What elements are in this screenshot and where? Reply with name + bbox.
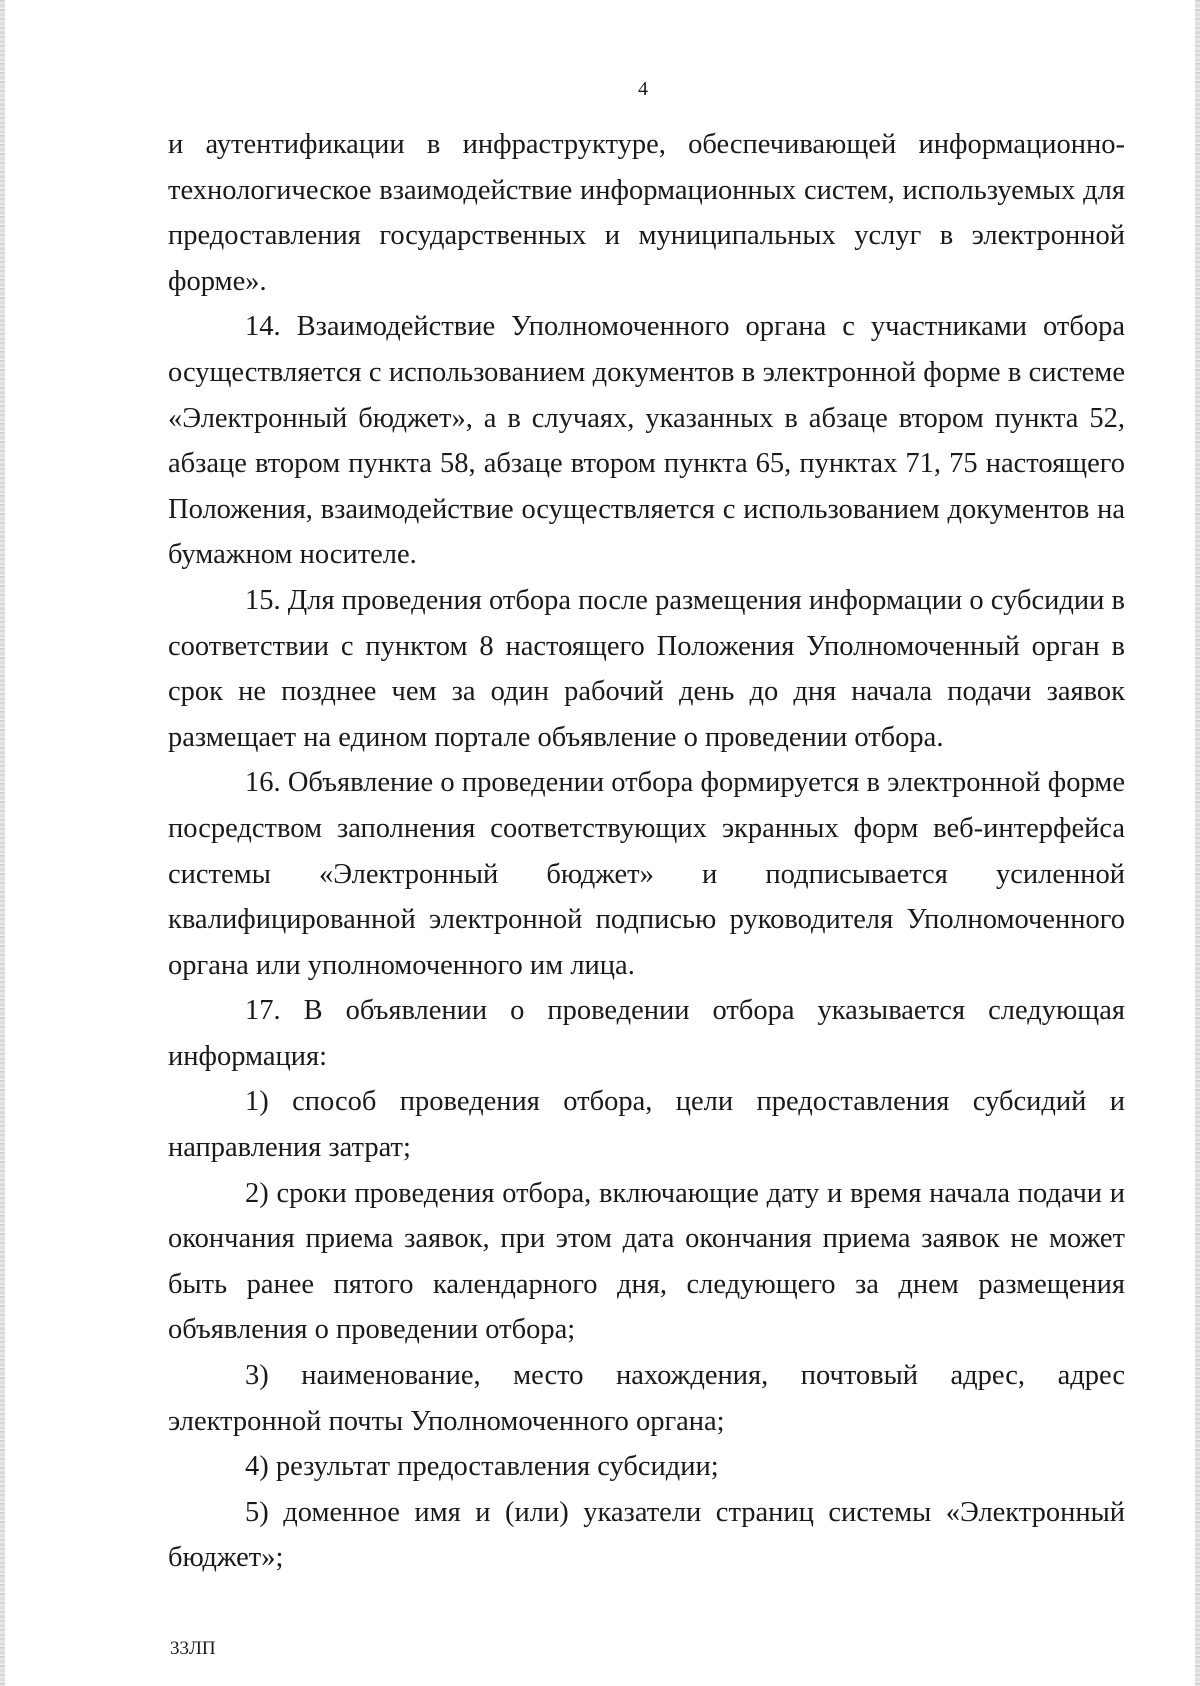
list-item-1: 1) способ проведения отбора, цели предоставления субсидий и направления затрат; bbox=[168, 1086, 1125, 1164]
list-item-5: 5) доменное имя и (или) указатели страниц системы «Электронный бюджет»; bbox=[168, 1496, 1125, 1574]
list-item-4: 4) результат предоставления субсидии; bbox=[245, 1451, 719, 1483]
paragraph-continuation: и аутентификации в инфраструктуре, обеспечивающей информационно-технологическое взаимодействие информационных систем, используемых для предоставления государственных и муниципальных услуг в электронной форме». bbox=[168, 129, 1125, 297]
paragraph-17: 17. В объявлении о проведении отбора указывается следующая информация: bbox=[168, 995, 1125, 1072]
footer-document-code: 33ЛП bbox=[170, 1638, 216, 1659]
page-number: 4 bbox=[638, 78, 648, 100]
scan-edge-left bbox=[0, 0, 5, 1686]
scan-edge-right bbox=[1195, 0, 1200, 1686]
paragraph-15: 15. Для проведения отбора после размещения информации о субсидии в соответствии с пунктом 8 настоящего Положения Уполномоченный орган в срок не позднее чем за один рабочий день до дня начала подачи заявок размещает на едином портале объявление о проведении отбора. bbox=[168, 584, 1125, 753]
paragraph-14: 14. Взаимодействие Уполномоченного органа с участниками отбора осуществляется с использованием документов в электронной форме в системе «Электронный бюджет», а в случаях, указанных в абзаце втором пункта 52, абзаце втором пункта 58, абзаце втором пункта 65, пунктах 71, 75 настоящего Положения, взаимодействие осуществляется с использованием документов на бумажном носителе. bbox=[168, 311, 1125, 571]
list-item-3: 3) наименование, место нахождения, почтовый адрес, адрес электронной почты Уполномоченного органа; bbox=[168, 1360, 1125, 1437]
paragraph-16: 16. Объявление о проведении отбора формируется в электронной форме посредством заполнения соответствующих экранных форм веб-интерфейса системы «Электронный бюджет» и подписывается усиленной квалифицированной электронной подписью руководителя Уполномоченного органа или уполномоченного им лица. bbox=[168, 767, 1125, 981]
list-item-2: 2) сроки проведения отбора, включающие дату и время начала подачи и окончания приема заявок, при этом дата окончания приема заявок не может быть ранее пятого календарного дня, следующего за днем размещения объявления о проведении отбора; bbox=[168, 1177, 1125, 1346]
document-body bbox=[168, 122, 1125, 1581]
